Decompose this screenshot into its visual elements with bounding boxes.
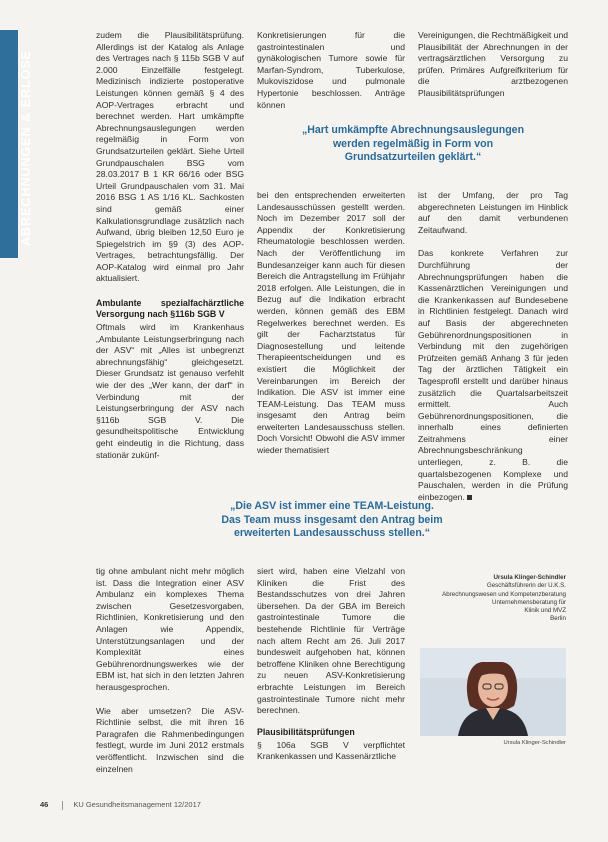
author-role: Unternehmensberatung für: [492, 598, 566, 606]
pull-quote-line: Das Team muss insgesamt den Antrag beim: [221, 513, 443, 526]
section-label: ABRECHNUNGEN & ERLÖSE: [19, 49, 33, 246]
section-heading: Plausibilitätsprüfungen: [257, 726, 355, 737]
divider: [62, 801, 63, 810]
photo-caption: Ursula Klinger-Schindler: [503, 740, 566, 746]
pull-quote: [258, 124, 568, 165]
body-paragraph: bei den entsprechenden erweiterten Landesausschüssen gestellt werden. Noch im Dezember 2017 soll der Appendix der Konkretisierung Rheumatologie beschlossen werden. Nach der Veröffentlichung im Bundesanzeiger kann auch für diesen Bereich die Antragstellung im Frühjahr 2018 erfolgen. Alle Leistungen, die in Bezug auf die Indikation erbracht werden, können gemäß des EBM Regelwerkes berechnet werden. Es gilt der Facharztstatus für Diagnosestellung und leitende Therapieentscheidungen und es existiert die Möglichkeit der Vereinbarungen im Bereich der Indikation. Die ASV ist immer eine TEAM-Leistung. Das TEAM muss insgesamt den Antrag beim erweiterten Landesausschuss stellen. Doch Vorsicht! Obwohl die ASV immer wieder thematisiert: [257, 190, 405, 456]
author-info: [426, 574, 566, 624]
column-2-bottom: [257, 566, 405, 763]
author-role: Geschäftsführerin der U.K.S.: [486, 582, 566, 590]
pull-quote-line: „Hart umkämpfte Abrechnungsauslegungen: [301, 124, 525, 136]
body-paragraph: Oftmals wird im Krankenhaus „Ambulante Leistungserbringung nach der ASV“ mit „Alles ist unbegrenzt abrechnungsfähig“ gleichgesetzt. Dieser Grundsatz ist genauso verfehlt wie der des „Wer kann, der darf“ in Verbindung mit der Leistungserbringung der ASV nach §116b SGB V. Die gesundheitspolitische Entwicklung geht eindeutig in die Richtung, dass stationär zukünf-: [96, 322, 244, 460]
column-3-top: [418, 30, 568, 100]
body-paragraph: Konkretisierungen für die gastrointestinalen und gynäkologischen Tumore sowie für Marfan-Syndrom, Tuberkulose, Mukoviszidose und pulmonale Hypertonie beschlossen. Anträge können: [257, 30, 405, 110]
author-role: Abrechnungswesen und Kompetenzberatung: [442, 590, 566, 598]
author-role: Klinik und MVZ: [524, 607, 566, 615]
column-1-top: [96, 30, 244, 285]
pull-quote-line: werden regelmäßig in Form von: [332, 137, 494, 150]
body-paragraph: § 106a SGB V verpflichtet Krankenkassen und Kassenärztliche: [257, 739, 405, 762]
section-band: [0, 30, 18, 258]
pull-quote-line: erweiterten Landesausschuss stellen.“: [233, 527, 431, 539]
page-number: 46: [40, 800, 49, 809]
author-name: Ursula Klinger-Schindler: [493, 574, 566, 581]
body-paragraph: Das konkrete Verfahren zur Durchführung der Abrechnungsprüfungen haben die Kassenärztlichen Vereinigungen und die Krankenkassen auf Bundesebene in Richtlinien festgelegt. Danach wird auf Basis der abgerechneten Gebührenordnungspositionen in Verbindung mit den zugehörigen Prüfzeiten gemäß Anhang 3 für jeden Tag der ärztlichen Tätigkeit ein Tagesprofil erstellt und darüber hinaus zusätzlich die Quartalsarbeitszeit ermittelt. Auch Gebührenordnungspositionen, die innerhalb eines definierten Zeitrahmens einer Abrechnungsbeschränkung unterliegen, z. B. die quartalsbezogenen Komplexe und Pauschalen, werden in die Prüfung einbezogen.: [418, 248, 568, 502]
author-city: Berlin: [550, 615, 566, 623]
body-paragraph: zudem die Plausibilitätsprüfung. Allerdings ist der Katalog als Anlage des Vertrages nach § 115b SGB V auf 2.000 Einzelfälle festgelegt. Medizinisch indizierte postoperative Leistungen können gemäß § 4 des AOP-Vertrages erbracht und berechnet werden. Hart umkämpfte Abrechnungsauslegungen werden regelmäßig in Form von Grundsatzurteilen geklärt. Siehe Urteil Grundpauschalen BSG vom 28.03.2017 B 1 KR 66/16 oder BSG Urteil Grundpauschalen vom 31. Mai 2016 BSG 1 AS 1/16 KL. Sachkosten sind gemäß einer Kalkulationsgrundlage zusätzlich nach Aufwand, übrig bleiben 12,50 Euro je Spiegelstrich im §9 (3) des AOP-Vertrages, betrachtungsfällig. Der AOP-Katalog wird einmal pro Jahr aktualisiert.: [96, 30, 244, 284]
pull-quote-line: Grundsatzurteilen geklärt.“: [344, 151, 482, 163]
pull-quote: [96, 500, 568, 541]
body-paragraph: ist der Umfang, der pro Tag abgerechneten Leistungen im Hinblick auf den damit verbundenen Zeitaufwand.: [418, 190, 568, 235]
body-paragraph: siert wird, haben eine Vielzahl von Kliniken die Frist des Bestandsschutzes von drei Jahren übersehen. Da der GBA im Bereich gastrointestinale Tumore die bestehende Richtlinie für Verträge nach altem Recht am 26. Juli 2017 bundesweit aufgehoben hat, können betroffene Kliniken ohne Berechtigung zu neuen ASV-Konkretisierung erbrachte Leistungen im Bereich gastrointestinale Tumore nicht mehr berechnen.: [257, 566, 405, 716]
publication-name: KU Gesundheitsmanagement 12/2017: [73, 800, 201, 809]
column-2-mid: [257, 190, 405, 457]
body-paragraph: Vereinigungen, die Rechtmäßigkeit und Plausibilität der Abrechnungen in der vertragsärztlichen Versorgung zu prüfen. Primäres Aufgreifkriterium für die arztbezogenen Plausibilitätsprüfungen: [418, 30, 569, 98]
body-paragraph: tig ohne ambulant nicht mehr möglich ist. Dass die Integration einer ASV Ambulanz ein komplexes Thema zwischen Gesetzesvorgaben, Richtlinien, Konkretisierung und den Anlagen wie Appendix, Unterstützungsanlagen und der Komplexität eines Gebührenordnungswerkes wie der EBM ist, hat sich in den letzten Jahren herausgesprochen.: [96, 566, 244, 692]
page-footer: [40, 800, 201, 810]
section-heading: Ambulante spezialfachärztliche Versorgung nach §116b SGB V: [96, 298, 244, 319]
portrait-icon: [420, 648, 566, 736]
column-2-top: [257, 30, 405, 111]
column-1-bottom: [96, 566, 244, 775]
author-photo: [420, 648, 566, 736]
column-3-mid: [418, 190, 568, 503]
body-paragraph: Wie aber umsetzen? Die ASV-Richtlinie selbst, die mit ihren 16 Paragrafen die Rahmenbedingungen festlegt, wurde im Juni 2012 erstmals veröffentlicht. Inzwischen sind die einzelnen: [96, 705, 244, 774]
pull-quote-line: „Die ASV ist immer eine TEAM-Leistung.: [230, 500, 434, 512]
column-1-section: [96, 298, 244, 461]
